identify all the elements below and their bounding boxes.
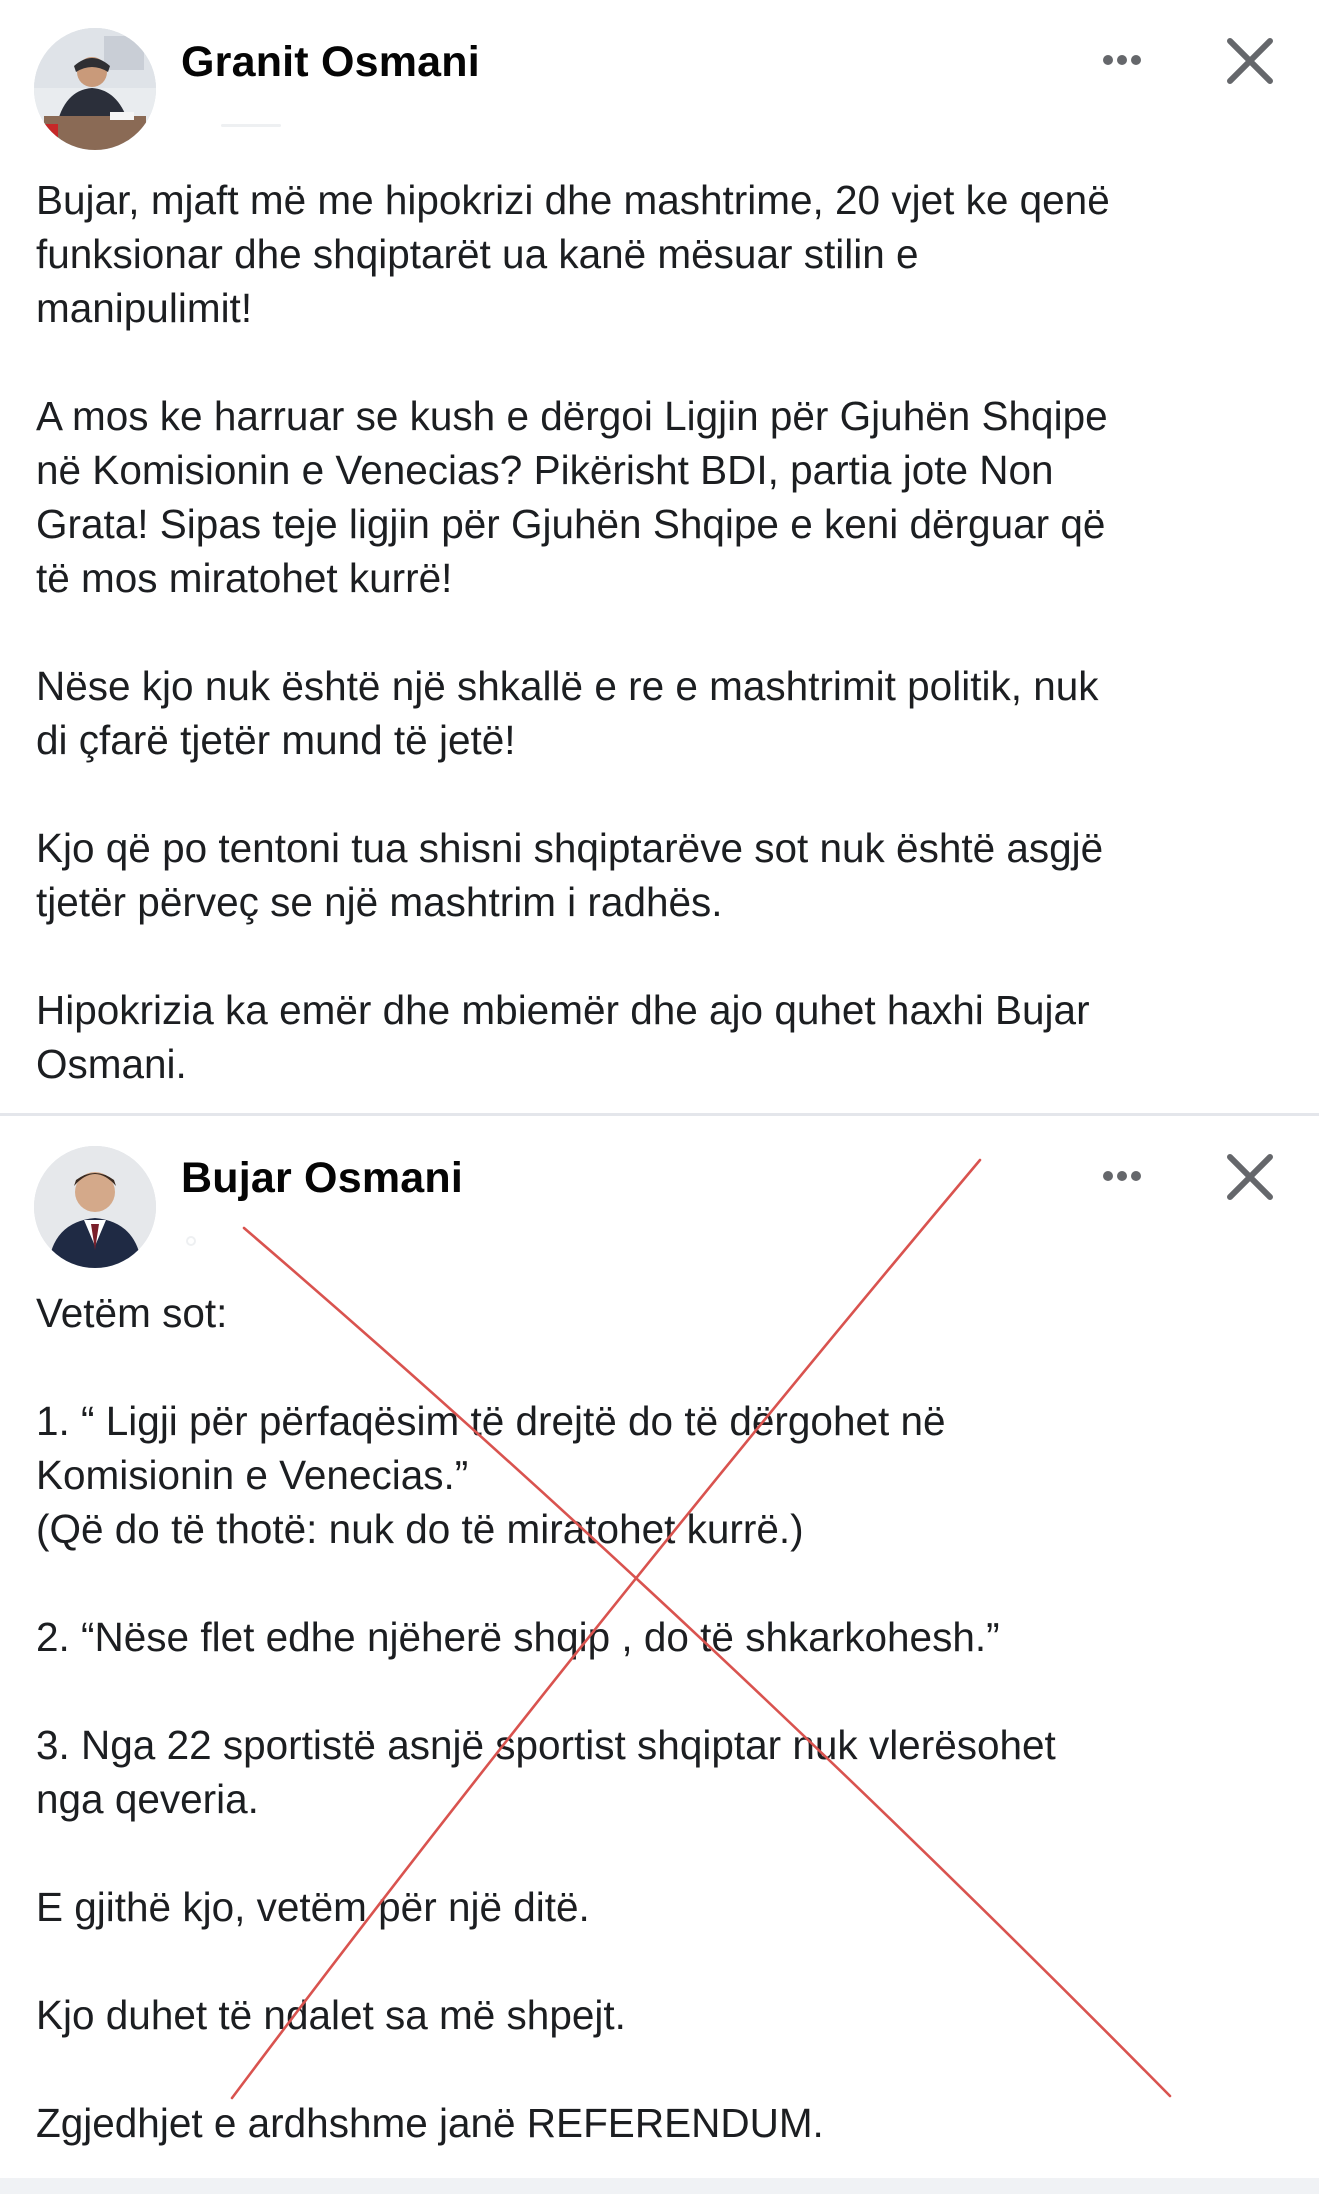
close-icon	[1222, 33, 1278, 89]
post-paragraph: Nëse kjo nuk është një shkallë e re e mashtrimit politik, nuk di çfarë tjetër mund të jetë!	[36, 663, 1099, 763]
avatar-granit-osmani[interactable]	[34, 28, 156, 150]
more-options-button[interactable]	[1087, 1156, 1157, 1196]
post-paragraph: Zgjedhjet e ardhshme janë REFERENDUM.	[36, 2100, 824, 2146]
post-paragraph: E gjithë kjo, vetëm për një ditë.	[36, 1884, 590, 1930]
post-paragraph: Vetëm sot:	[36, 1290, 228, 1336]
post-body	[36, 173, 1286, 1091]
post-bujar-osmani	[0, 1116, 1319, 2178]
more-options-button[interactable]	[1087, 40, 1157, 80]
more-horizontal-icon	[1087, 1156, 1157, 1196]
feed-bottom-gap	[0, 2178, 1319, 2194]
more-horizontal-icon	[1087, 40, 1157, 80]
author-name[interactable]: Bujar Osmani	[181, 1154, 463, 1202]
post-paragraph: 2. “Nëse flet edhe njëherë shqip , do të shkarkohesh.”	[36, 1614, 1000, 1660]
man-in-suit-icon	[34, 1146, 156, 1268]
close-post-button[interactable]	[1222, 1149, 1278, 1205]
post-paragraph: Bujar, mjaft më me hipokrizi dhe mashtrime, 20 vjet ke qenë funksionar dhe shqiptarët ua kanë mësuar stilin e manipulimit!	[36, 177, 1110, 331]
post-paragraph: 3. Nga 22 sportistë asnjë sportist shqiptar nuk vlerësohet nga qeveria.	[36, 1722, 1056, 1822]
author-name[interactable]: Granit Osmani	[181, 38, 480, 86]
close-post-button[interactable]	[1222, 33, 1278, 89]
timestamp-placeholder	[181, 118, 301, 132]
close-icon	[1222, 1149, 1278, 1205]
post-paragraph: 1. “ Ligji për përfaqësim të drejtë do të dërgohet në Komisionin e Venecias.” (Që do të thotë: nuk do të miratohet kurrë.)	[36, 1398, 946, 1552]
avatar-bujar-osmani[interactable]	[34, 1146, 156, 1268]
post-paragraph: A mos ke harruar se kush e dërgoi Ligjin për Gjuhën Shqipe në Komisionin e Venecias? Pikërisht BDI, partia jote Non Grata! Sipas teje ligjin për Gjuhën Shqipe e keni dërguar që të mos miratohet kurrë!	[36, 393, 1108, 601]
post-paragraph: Hipokrizia ka emër dhe mbiemër dhe ajo quhet haxhi Bujar Osmani.	[36, 987, 1090, 1087]
timestamp-placeholder	[181, 1234, 301, 1248]
post-paragraph: Kjo që po tentoni tua shisni shqiptarëve sot nuk është asgjë tjetër përveç se një mashtrim i radhës.	[36, 825, 1104, 925]
post-paragraph: Kjo duhet të ndalet sa më shpejt.	[36, 1992, 626, 2038]
post-body	[36, 1286, 1286, 2150]
person-at-desk-icon	[34, 28, 156, 150]
